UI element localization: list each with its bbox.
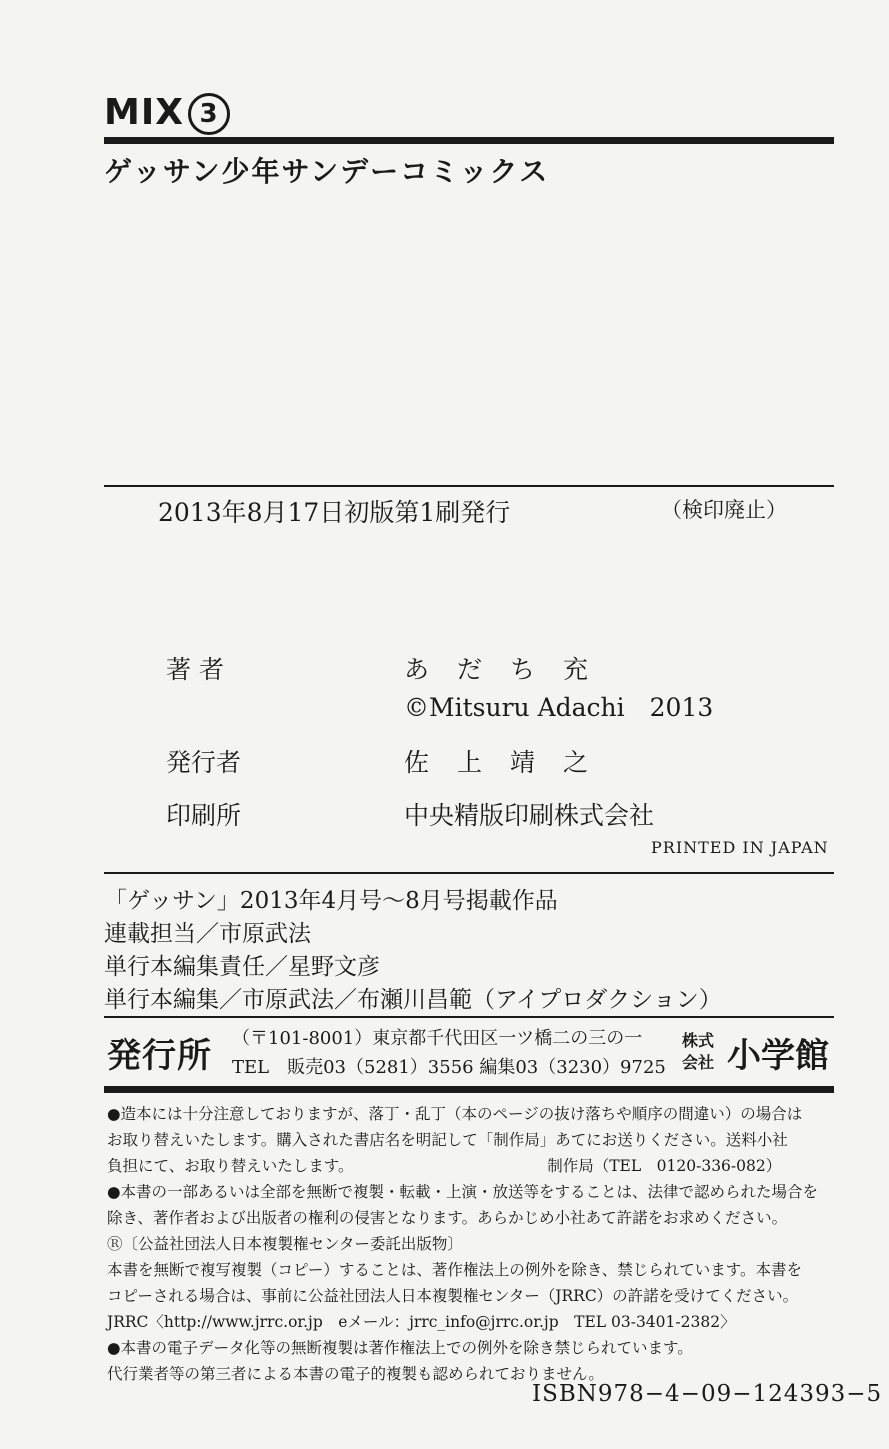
note-line: コピーされる場合は、事前に公益社団法人日本複製権センター（JRRC）の許諾を受けてください。: [107, 1287, 799, 1305]
serial-editor: 連載担当／市原武法: [104, 921, 311, 947]
volume-number: 3: [188, 93, 230, 135]
publisher-tel: TEL 販売03（5281）3556 編集03（3230）9725: [232, 1057, 666, 1078]
note-line: ●造本には十分注意しておりますが、落丁・乱丁（本のページの抜け落ちや順序の間違い）の場合は: [107, 1105, 803, 1123]
note-line: 除き、著作者および出版者の権利の侵害となります。あらかじめ小社あて許諾をお求めください。: [107, 1209, 788, 1227]
author-label: 著 者: [166, 655, 224, 684]
staff-top-rule: [104, 872, 834, 874]
title-text: MIX: [104, 92, 184, 133]
publisher-person-label: 発行者: [166, 748, 242, 777]
publisher-bottom-rule: [104, 1086, 834, 1093]
edition-date: 2013年8月17日初版第1刷発行: [158, 498, 511, 527]
edition-top-rule: [104, 485, 834, 487]
title-rule: [104, 137, 834, 144]
note-line: 本書を無断で複写複製（コピー）することは、著作権法上の例外を除き、禁じられています。本書を: [107, 1261, 803, 1279]
volume-editor-in-charge: 単行本編集責任／星野文彦: [104, 954, 380, 980]
isbn: ISBN978−4−09−124393−5: [532, 1381, 883, 1407]
publisher-name: 小学館: [727, 1036, 829, 1076]
seal-abolished: （検印廃止）: [661, 498, 787, 522]
serialization-note: 「ゲッサン」2013年4月号〜8月号掲載作品: [104, 888, 558, 914]
printer-label: 印刷所: [166, 801, 242, 830]
note-line: ●本書の電子データ化等の無断複製は著作権法上での例外を除き禁じられています。: [107, 1339, 693, 1357]
note-line: ●本書の一部あるいは全部を無断で複製・転載・上演・放送等をすることは、法律で認められた場合を: [107, 1183, 819, 1201]
book-title: [104, 92, 230, 135]
publisher-person-name: 佐上靖之: [404, 748, 617, 777]
publisher-top-rule: [104, 1016, 834, 1018]
series-name: ゲッサン少年サンデーコミックス: [104, 155, 550, 188]
author-name: あだち充: [404, 655, 617, 684]
volume-editors: 単行本編集／市原武法／布瀬川昌範（アイプロダクション）: [104, 987, 722, 1013]
printed-in-japan: PRINTED IN JAPAN: [651, 838, 829, 857]
copyright-line: ©Mitsuru Adachi 2013: [404, 693, 714, 722]
printer-name: 中央精版印刷株式会社: [404, 801, 655, 830]
publisher-office-label: 発行所: [107, 1036, 212, 1076]
note-line: お取り替えいたします。購入された書店名を明記して「制作局」あてにお送りください。送料小社: [107, 1131, 788, 1149]
note-line: 代行業者等の第三者による本書の電子的複製も認められておりません。: [107, 1365, 604, 1383]
note-line: 負担にて、お取り替えいたします。 制作局（TEL 0120-336-082）: [107, 1157, 782, 1175]
note-line: JRRC〈http://www.jrrc.or.jp eメール：jrrc_info@jrrc.or.jp TEL 03-3401-2382〉: [107, 1313, 736, 1331]
kabushiki-bottom: 会社: [682, 1053, 715, 1072]
publisher-address: （〒101-8001）東京都千代田区一ツ橋二の三の一: [232, 1028, 643, 1049]
note-line: Ⓡ〔公益社団法人日本複製権センター委託出版物〕: [107, 1235, 463, 1253]
kabushiki-top: 株式: [682, 1031, 715, 1050]
